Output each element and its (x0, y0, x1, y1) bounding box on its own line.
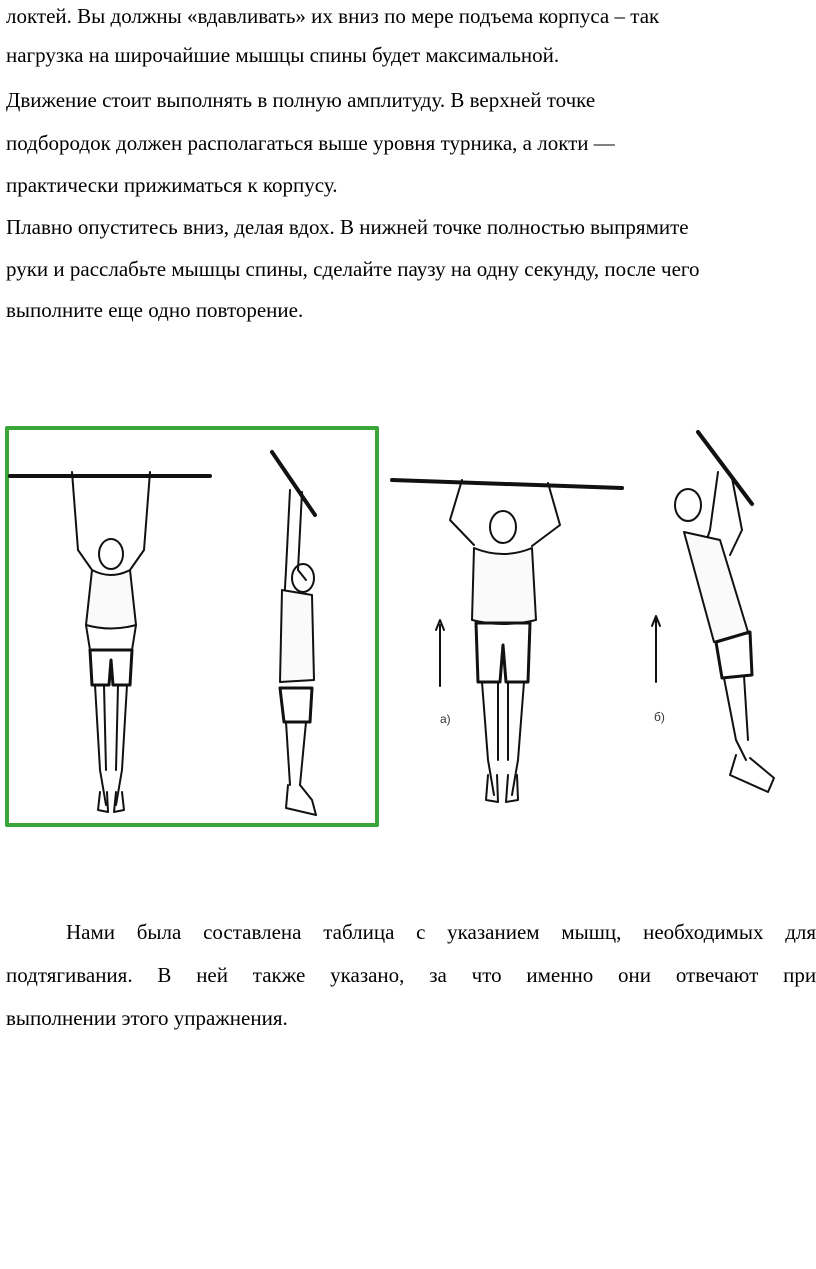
pullup-illustration (0, 420, 816, 840)
line2-word: указано, (330, 963, 405, 987)
line1-word: с (416, 920, 426, 944)
line2-word: отвечают (675, 963, 759, 987)
line1-word: таблица (323, 920, 395, 944)
up-arrow-a (436, 620, 444, 686)
up-arrow-b (652, 616, 660, 682)
text-line-11: выполнении этого упражнения. (6, 1006, 288, 1030)
figure-side-hang (272, 452, 316, 815)
line2-word: В (157, 963, 172, 987)
line2-word: именно (526, 963, 594, 987)
pullup-drawing (0, 420, 816, 840)
line2-word: также (252, 963, 306, 987)
line1-word: для (785, 920, 816, 944)
label-a: а) (440, 712, 451, 726)
text-line-9 (6, 920, 816, 944)
text-line-6: Плавно опуститесь вниз, делая вдох. В нижней точке полностью выпрямите (6, 215, 689, 239)
text-line-2: нагрузка на широчайшие мышцы спины будет максимальной. (6, 43, 560, 67)
line2-word: что (471, 963, 502, 987)
line1-word: указанием (447, 920, 540, 944)
green-frame (7, 428, 377, 825)
line2-word: за (429, 963, 447, 987)
line2-word: они (618, 963, 652, 987)
line2-word: при (783, 963, 816, 987)
label-b: б) (654, 710, 665, 724)
text-line-7: руки и расслабьте мышцы спины, сделайте паузу на одну секунду, после чего (6, 257, 700, 281)
figure-front-top (392, 480, 622, 802)
figure-side-top (675, 432, 774, 792)
text-line-5: практически прижиматься к корпусу. (6, 173, 338, 197)
text-line-8: выполните еще одно повторение. (6, 298, 304, 322)
line1-word: мышц, (561, 920, 622, 944)
text-line-1: локтей. Вы должны «вдавливать» их вниз по мере подъема корпуса – так (6, 4, 660, 28)
text-line-3: Движение стоит выполнять в полную амплитуду. В верхней точке (6, 88, 596, 112)
line2-word: ней (196, 963, 228, 987)
line2-word: подтягивания. (6, 963, 133, 987)
line1-word: Нами (66, 920, 116, 944)
line1-word: была (136, 920, 182, 944)
text-line-4: подбородок должен располагаться выше уровня турника, а локти — (6, 131, 615, 155)
line1-word: необходимых (643, 920, 764, 944)
text-line-10 (6, 963, 816, 987)
line1-word: составлена (203, 920, 302, 944)
figure-front-hang (10, 472, 210, 812)
